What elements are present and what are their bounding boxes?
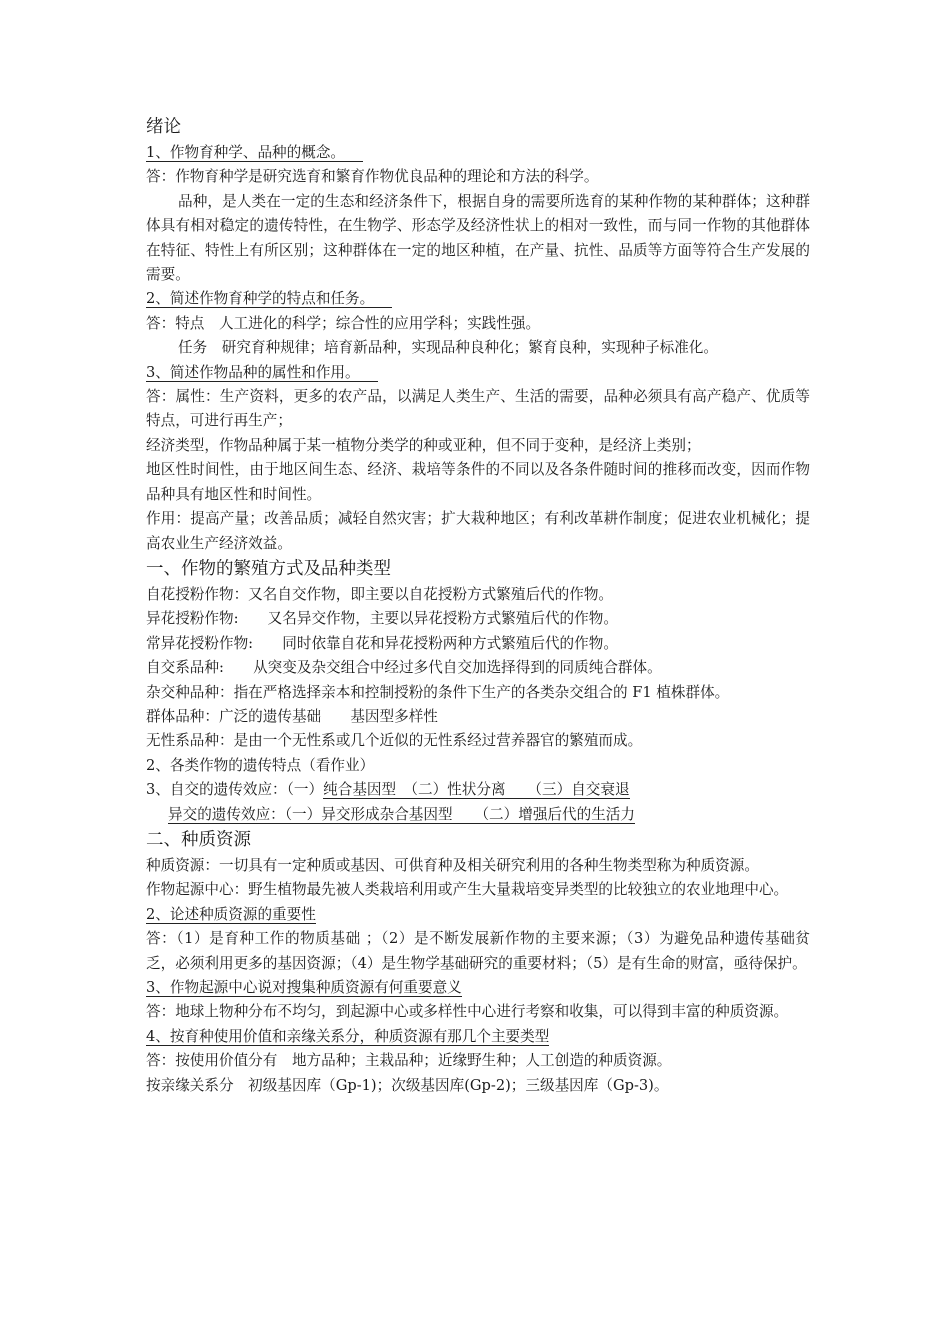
section-2-answer-2: 答：（1）是育种工作的物质基础 ；（2）是不断发展新作物的主要来源；（3）为避免品种遗传基础贫乏，必须利用更多的基因资源；（4）是生物学基础研究的重要材料；（5）是有生命的财富，亟待保护。 xyxy=(146,930,810,972)
section-1-line-10 xyxy=(146,803,810,827)
chapter-title: 绪论 xyxy=(146,117,181,137)
section-1-line-4: 自交系品种: 从突变及杂交组合中经过多代自交加选择得到的同质纯合群体。 xyxy=(146,659,662,677)
section-2-question-2-title: 2、论述种质资源的重要性 xyxy=(146,905,316,923)
answer-2-line-2: 任务 研究育种规律；培育新品种，实现品种良种化；繁育良种，实现种子标准化。 xyxy=(178,339,718,357)
answer-2-line-1: 答：特点 人工进化的科学；综合性的应用学科；实践性强。 xyxy=(146,314,541,332)
section-1-line-5: 杂交种品种：指在严格选择亲本和控制授粉的条件下生产的各类杂交组合的 F1 植株群体。 xyxy=(146,683,730,701)
question-2-title: 2、简述作物育种学的特点和任务。 xyxy=(146,290,392,308)
section-1-line-6: 群体品种：广泛的遗传基础 基因型多样性 xyxy=(146,707,438,725)
section-1-line-3: 常异花授粉作物: 同时依靠自花和异花授粉两种方式繁殖后代的作物。 xyxy=(146,634,618,652)
section-1-line-1: 自花授粉作物：又名自交作物，即主要以自花授粉方式繁殖后代的作物。 xyxy=(146,585,614,603)
section-1-line-2: 异花授粉作物: 又名异交作物，主要以异花授粉方式繁殖后代的作物。 xyxy=(146,610,618,628)
section-2-title: 二、种质资源 xyxy=(146,829,251,850)
section-2-question-3 xyxy=(146,976,810,1000)
answer-1-paragraph-2: 品种，是人类在一定的生态和经济条件下，根据自身的需要所选育的某种作物的某种群体；这种群体具有相对稳定的遗传特性，在生物学、形态学及经济性状上的相对一致性，而与同一作物的其他群体在特征、特性上有所区别；这种群体在一定的地区种植，在产量、抗性、品质等方面等符合生产发展的需要。 xyxy=(146,192,810,284)
question-3-title: 3、简述作物品种的属性和作用。 xyxy=(146,364,378,382)
section-2-answer-3: 答：地球上物种分布不均匀，到起源中心或多样性中心进行考察和收集，可以得到丰富的种质资源。 xyxy=(146,1003,789,1021)
section-2-line-2: 作物起源中心：野生植物最先被人类栽培利用或产生大量栽培变异类型的比较独立的农业地理中心。 xyxy=(146,881,789,899)
answer-3-line-3: 地区性时间性，由于地区间生态、经济、栽培等条件的不同以及各条件随时间的推移而改变，因而作物品种具有地区性和时间性。 xyxy=(146,461,810,503)
section-2-line-1: 种质资源：一切具有一定种质或基因、可供育种及相关研究利用的各种生物类型称为种质资源。 xyxy=(146,856,759,874)
section-2-question-3-title: 3、作物起源中心说对搜集种质资源有何重要意义 xyxy=(146,979,462,996)
section-2-answer-4-line-2: 按亲缘关系分 初级基因库（Gp-1)；次级基因库(Gp-2)；三级基因库（Gp-3)。 xyxy=(146,1076,669,1094)
section-1-line-7: 无性系品种：是由一个无性系或几个近似的无性系经过营养器官的繁殖而成。 xyxy=(146,732,643,750)
section-2-question-4 xyxy=(146,1025,810,1049)
answer-3-line-2: 经济类型，作物品种属于某一植物分类学的种或亚种，但不同于变种，是经济上类别； xyxy=(146,436,701,454)
question-2 xyxy=(146,287,810,311)
document-page xyxy=(146,114,810,1098)
question-3 xyxy=(146,361,810,385)
question-1 xyxy=(146,141,810,165)
section-2-question-4-title: 4、按育种使用价值和亲缘关系分，种质资源有那几个主要类型 xyxy=(146,1027,550,1045)
answer-3-line-1: 答：属性：生产资料，更多的农产品，以满足人类生产、生活的需要，品种必须具有高产稳产、优质等特点，可进行再生产； xyxy=(146,388,810,430)
selfing-effect-items: 纯合基因型 （二）性状分离 （三）自交衰退 xyxy=(323,781,630,799)
section-1-line-8: 2、各类作物的遗传特点（看作业） xyxy=(146,756,375,774)
section-1-title: 一、作物的繁殖方式及品种类型 xyxy=(146,558,391,579)
answer-3-line-4: 作用：提高产量；改善品质；减轻自然灾害；扩大栽种地区；有利改革耕作制度；促进农业机械化；提高农业生产经济效益。 xyxy=(146,510,810,552)
selfing-effect-label: 3、自交的遗传效应：（一） xyxy=(146,781,324,799)
section-1-line-9 xyxy=(146,778,810,802)
question-1-title: 1、作物育种学、品种的概念。 xyxy=(146,144,363,162)
section-2-question-2 xyxy=(146,903,810,927)
section-2-answer-4-line-1: 答：按使用价值分有 地方品种；主栽品种；近缘野生种；人工创造的种质资源。 xyxy=(146,1052,672,1070)
answer-1-line-1: 答：作物育种学是研究选育和繁育作物优良品种的理论和方法的科学。 xyxy=(146,168,599,186)
outcrossing-effect: 异交的遗传效应：（一）异交形成杂合基因型 （二）增强后代的生活力 xyxy=(168,805,635,823)
